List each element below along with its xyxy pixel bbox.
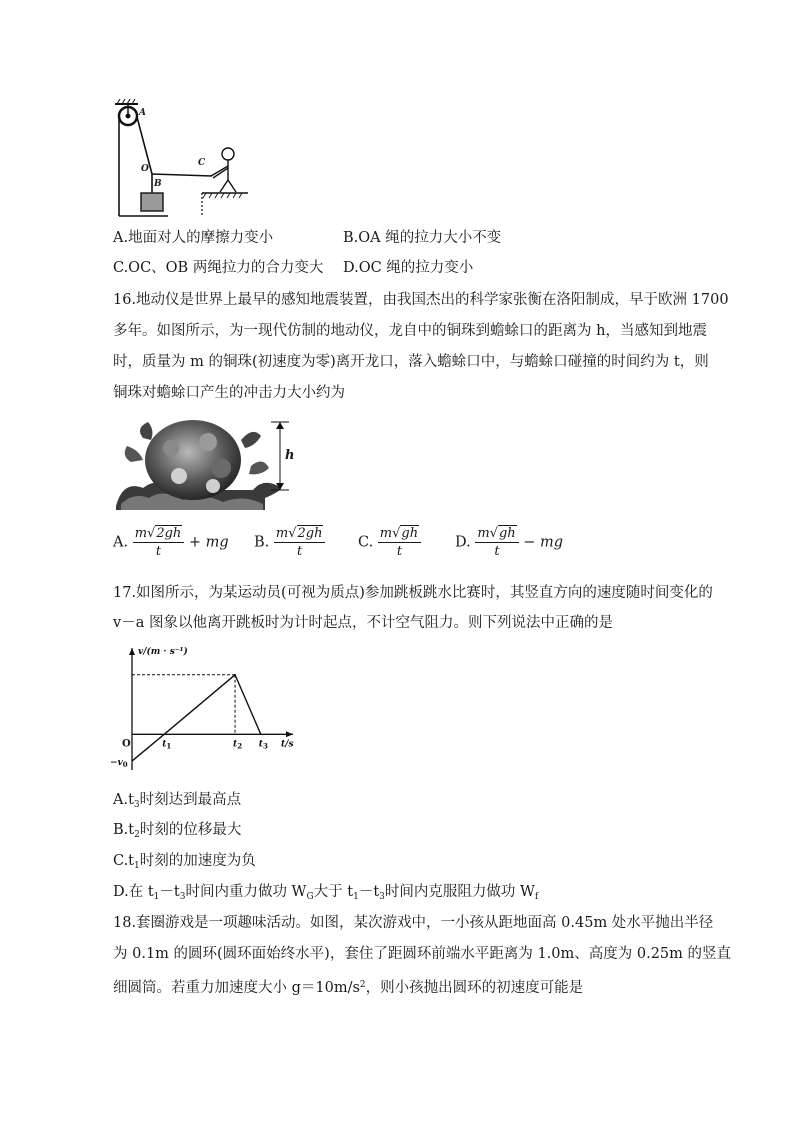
q17-vt-chart [108, 638, 308, 778]
q15-option-b: B.OA 绳的拉力大小不变 [343, 230, 502, 246]
x-axis-label: t/s [281, 739, 294, 750]
q16-text-line4: 铜珠对蟾蜍口产生的冲击力大小约为 [113, 385, 345, 401]
q18-text-line2: 为 0.1m 的圆环(圆环面始终水平)，套住了距圆环前端水平距离为 1.0m、高度为 0.25m 的竖直 [113, 946, 732, 962]
q16-option-d-fraction: $\frac{m√gh}{t}$ [475, 526, 518, 559]
y-start-label: $-v_0$ [110, 758, 128, 770]
q16-option-d-prefix: D. [455, 534, 471, 551]
q16-d-den: t [494, 544, 500, 559]
q17-option-c: $C.t_1$时刻的加速度为负 [113, 853, 256, 871]
q16-a-den: t [155, 544, 162, 559]
q16-b-num-m: m [275, 526, 289, 541]
label-h: h [285, 448, 295, 463]
q16-option-b-fraction: $\frac{m√2gh}{t}$ [274, 526, 326, 559]
q16-option-c-prefix: C. [358, 534, 374, 551]
q16-option-a [113, 526, 229, 559]
q16-a-num-m: m [134, 526, 148, 541]
q15-figure [108, 96, 248, 221]
x-axis-arrow [286, 731, 293, 737]
q17-option-b: $B.t_2$时刻的位移最大 [113, 822, 242, 840]
q16-option-d [455, 526, 563, 559]
y-axis-arrow [129, 648, 135, 655]
q16-d-num-m: m [477, 526, 490, 541]
vt-chart-svg [108, 638, 308, 778]
q16-c-den: t [396, 544, 403, 559]
q16-option-c [358, 526, 421, 559]
x-tick-label: $t_1$ [162, 739, 172, 751]
q17-option-a: $A.t_3$时刻达到最高点 [113, 792, 242, 810]
y-axis-label: v/(m · s⁻¹) [138, 647, 188, 657]
q16-text-line1: 16.地动仪是世界上最早的感知地震装置，由我国杰出的科学家张衡在洛阳制成，早于欧洲 1700 [113, 292, 729, 308]
x-tick-label: $t_2$ [233, 739, 243, 751]
q16-option-a-fraction: $\frac{m√2gh}{t}$ [133, 526, 185, 559]
q16-a-plus-mg: + mg [188, 534, 229, 551]
q16-option-b [254, 526, 325, 559]
q16-option-a-prefix: A. [113, 534, 129, 551]
q16-b-rad: 2gh [297, 526, 323, 541]
label-a: A [139, 108, 146, 118]
pulley-diagram [108, 96, 248, 221]
q15-option-d: D.OC 绳的拉力变小 [343, 260, 474, 276]
q16-d-minus-mg: − mg [523, 534, 564, 551]
q16-c-rad: gh [401, 526, 419, 541]
seismograph-image [113, 418, 313, 513]
origin-label: O [122, 738, 131, 750]
q17-text-line2: v－a 图象以他离开跳板时为计时起点，不计空气阻力。则下列说法中正确的是 [113, 615, 613, 631]
q16-text-line3: 时，质量为 m 的铜珠(初速度为零)离开龙口，落入蟾蜍口中，与蟾蜍口碰撞的时间约为 t，则 [113, 354, 709, 370]
label-c: C [198, 158, 206, 168]
q18-text-line1: 18.套圈游戏是一项趣味活动。如图，某次游戏中，一小孩从距地面高 0.45m 处水平抛出半径 [113, 915, 714, 931]
q18-text-line3: 细圆筒。若重力加速度大小 $g=10m/s^2$，则小孩抛出圆环的初速度可能是 [113, 980, 584, 996]
label-b: B [154, 179, 162, 189]
q16-c-num-m: m [379, 526, 393, 541]
q17-text-line1: 17.如图所示，为某运动员(可视为质点)参加跳板跳水比赛时，其竖直方向的速度随时间变化的 [113, 585, 713, 601]
q16-d-rad: gh [498, 526, 516, 541]
label-o: O [141, 164, 149, 174]
q16-text-line2: 多年。如图所示，为一现代仿制的地动仪，龙自中的铜珠到蟾蜍口的距离为 h，当感知到地震 [113, 323, 707, 339]
q17-option-d: D.在 $t_1-t_3$时间内重力做功 $W_G$大于 $t_1-t_3$时间内克服阻力做功 $W_f$ [113, 884, 539, 902]
x-tick-label: $t_3$ [258, 739, 268, 751]
q15-option-a: A.地面对人的摩擦力变小 [113, 230, 274, 246]
q16-option-c-fraction: $\frac{m√gh}{t}$ [378, 526, 421, 559]
q15-option-c: C.OC、OB 两绳拉力的合力变大 [113, 260, 324, 276]
q16-a-rad: 2gh [156, 526, 182, 541]
q16-b-den: t [297, 544, 303, 559]
q16-option-b-prefix: B. [254, 534, 270, 551]
q16-figure [113, 418, 313, 513]
